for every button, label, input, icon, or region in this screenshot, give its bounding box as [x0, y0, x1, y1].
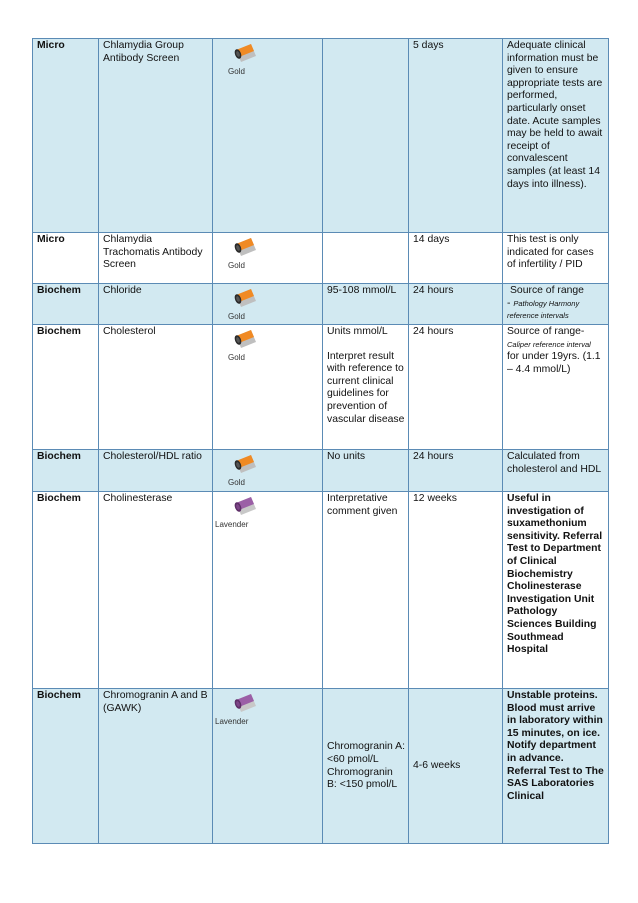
comments-cell: This test is only indicated for cases of infertility / PID	[503, 233, 609, 284]
comments-cell: Unstable proteins. Blood must arrive in laboratory within 15 minutes, on ice. Notify department in advance. Referral Test to The SAS Laboratories Clinical	[503, 689, 609, 844]
tube-label: Gold	[228, 261, 245, 270]
comments-cell: Adequate clinical information must be given to ensure appropriate tests are performed, particularly onset date. Acute samples may be held to await receipt of convalescent samples (at least 14 days into illness).	[503, 39, 609, 233]
turnaround-cell: 5 days	[409, 39, 503, 233]
test-name-cell: Cholesterol/HDL ratio	[99, 450, 213, 492]
comments-cell	[503, 284, 609, 325]
reference-range-cell	[323, 39, 409, 233]
turnaround-cell: 14 days	[409, 233, 503, 284]
turnaround-cell: 24 hours	[409, 450, 503, 492]
department-cell: Biochem	[33, 450, 99, 492]
test-name-cell: Chlamydia Trachomatis Antibody Screen	[99, 233, 213, 284]
table-row	[33, 284, 609, 325]
table-row	[33, 689, 609, 844]
tube-label: Lavender	[215, 520, 249, 529]
range-note: Interpret result with reference to current clinical guidelines for prevention of vascular disease	[327, 350, 405, 425]
turnaround-cell: 4-6 weeks	[409, 689, 503, 844]
tube-label: Gold	[228, 353, 245, 362]
comments-cell: Calculated from cholesterol and HDL	[503, 450, 609, 492]
department-cell: Biochem	[33, 284, 99, 325]
test-name-cell: Chlamydia Group Antibody Screen	[99, 39, 213, 233]
tube-label: Gold	[228, 67, 245, 76]
reference-range-cell: No units	[323, 450, 409, 492]
table-row	[33, 492, 609, 689]
department-cell: Biochem	[33, 689, 99, 844]
test-name-cell: Chloride	[99, 284, 213, 325]
tube-cell	[213, 450, 323, 492]
reference-range-cell	[323, 233, 409, 284]
department-cell: Micro	[33, 39, 99, 233]
table-row	[33, 450, 609, 492]
reference-range-cell: 95-108 mmol/L	[323, 284, 409, 325]
reference-range-cell: Interpretative comment given	[323, 492, 409, 689]
comments-text: Source of range	[510, 285, 584, 296]
department-cell: Biochem	[33, 325, 99, 450]
table-row	[33, 325, 609, 450]
tube-cell	[213, 39, 323, 233]
test-name-cell: Chromogranin A and B (GAWK)	[99, 689, 213, 844]
comments-source-note: Pathology Harmony reference intervals	[507, 298, 580, 321]
turnaround-cell: 24 hours	[409, 325, 503, 450]
department-cell: Biochem	[33, 492, 99, 689]
reference-range-cell	[323, 325, 409, 450]
tube-label: Gold	[228, 478, 245, 487]
comments-cell	[503, 325, 609, 450]
comments-source-note: Caliper reference interval	[507, 339, 591, 349]
tube-cell	[213, 689, 323, 844]
test-name-cell: Cholesterol	[99, 325, 213, 450]
table-row	[33, 233, 609, 284]
reference-range-cell: Chromogranin A: <60 pmol/L Chromogranin B: <150 pmol/L	[323, 689, 409, 844]
turnaround-cell: 12 weeks	[409, 492, 503, 689]
tube-label: Gold	[228, 312, 245, 321]
comments-text: Source of range-	[507, 326, 585, 337]
tube-cell	[213, 284, 323, 325]
turnaround-cell: 24 hours	[409, 284, 503, 325]
test-name-cell: Cholinesterase	[99, 492, 213, 689]
tube-cell	[213, 325, 323, 450]
comments-cell: Useful in investigation of suxamethonium sensitivity. Referral Test to Department of Clinical Biochemistry Cholinesterase Investigation Unit Pathology Sciences Building Southmead Hospital	[503, 492, 609, 689]
tube-cell	[213, 492, 323, 689]
test-table	[32, 38, 609, 844]
range-units: Units mmol/L	[327, 326, 388, 337]
department-cell: Micro	[33, 233, 99, 284]
tube-cell	[213, 233, 323, 284]
comments-prefix: -	[507, 297, 511, 309]
comments-tail: for under 19yrs. (1.1 – 4.4 mmol/L)	[507, 351, 601, 375]
table-row	[33, 39, 609, 233]
tube-label: Lavender	[215, 717, 249, 726]
